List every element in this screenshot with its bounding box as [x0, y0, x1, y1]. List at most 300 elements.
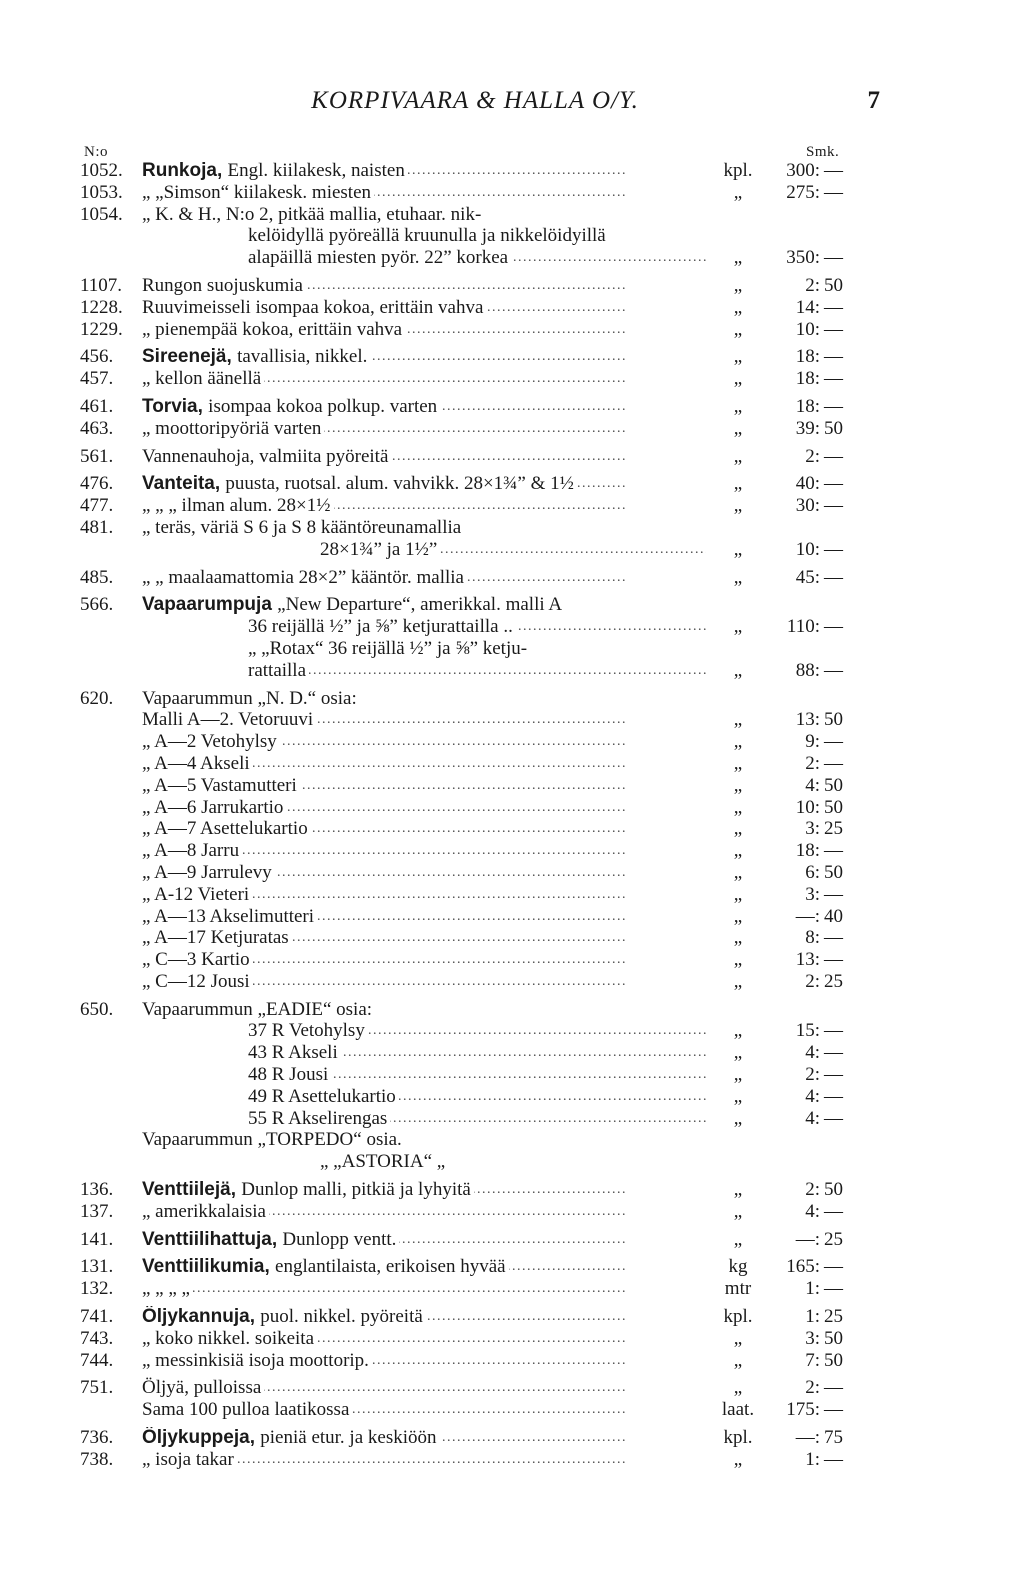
price-penni: 25: [824, 818, 843, 840]
price-row: [0, 1278, 1024, 1300]
price-penni: —: [824, 368, 843, 390]
price-markka: 4:: [805, 1107, 820, 1129]
price-row: [0, 1179, 1024, 1201]
item-text: puusta, ruotsal. alum. vahvikk. 28×1¾” & 1½: [225, 473, 574, 495]
price-penni: —: [824, 160, 843, 181]
item-description: [248, 660, 706, 682]
item-unit: „: [733, 752, 743, 774]
item-category: Vanteita,: [142, 473, 226, 495]
price-penni: —: [824, 247, 843, 269]
price-row: [0, 1086, 1024, 1108]
price-row: [0, 1129, 1024, 1151]
page-header: [70, 84, 880, 118]
item-text: „ A—17 Ketjuratas: [142, 927, 289, 949]
item-category: Vapaarumpuja: [142, 594, 278, 616]
item-description: [142, 906, 706, 928]
item-unit: „: [733, 1064, 743, 1086]
item-price: [776, 999, 866, 1021]
item-price: [776, 1350, 866, 1372]
price-row: [0, 818, 1024, 840]
item-unit: „: [733, 368, 743, 390]
price-penni: 50: [824, 1349, 843, 1371]
item-text: „ A—9 Jarrulevy: [142, 861, 272, 883]
item-number: 736.: [80, 1427, 114, 1449]
item-description: [142, 1129, 870, 1151]
item-text: „New Departure“, amerikkal. malli A: [277, 594, 563, 616]
item-unit: „: [733, 905, 743, 927]
item-unit: „: [733, 1228, 743, 1250]
item-price: [776, 1229, 866, 1251]
item-text: 48 R Jousi: [248, 1064, 329, 1086]
item-text: Vapaarummun „EADIE“ osia:: [142, 998, 373, 1020]
price-markka: 2:: [805, 752, 820, 774]
price-markka: 6:: [805, 861, 820, 883]
item-description: [142, 818, 706, 840]
item-price: [776, 1377, 866, 1399]
item-price: [776, 396, 866, 418]
item-price: [776, 539, 866, 561]
item-text: Engl. kiilakesk, naisten: [227, 160, 405, 181]
item-price: [776, 862, 866, 884]
price-markka: 13:: [795, 949, 820, 971]
item-price: [776, 1306, 866, 1328]
item-text: „ A—4 Akseli: [142, 752, 250, 774]
price-penni: —: [824, 840, 843, 862]
price-row: [0, 1151, 1024, 1173]
price-markka: —:: [795, 1228, 820, 1250]
item-description: [142, 495, 706, 517]
item-unit: „: [733, 473, 743, 495]
price-penni: —: [824, 1042, 843, 1064]
item-number: 485.: [80, 566, 114, 588]
item-number: 456.: [80, 346, 114, 368]
item-description: [142, 297, 706, 319]
item-price: [776, 840, 866, 862]
item-unit: „: [733, 659, 743, 681]
item-price: [776, 775, 866, 797]
item-description: [142, 840, 706, 862]
price-markka: 30:: [795, 495, 820, 517]
item-description: [142, 418, 706, 440]
column-header-number: N:o: [84, 144, 108, 160]
price-penni: 50: [824, 861, 843, 883]
price-row: [0, 473, 1024, 495]
item-text: 37 R Vetohylsy: [248, 1020, 365, 1042]
price-penni: 50: [824, 274, 843, 296]
item-price: [776, 495, 866, 517]
item-text: Malli A—2. Vetoruuvi: [142, 709, 314, 731]
item-text: 43 R Akseli: [248, 1042, 338, 1064]
price-penni: —: [824, 538, 843, 560]
price-row: [0, 1350, 1024, 1372]
item-text: Vannenauhoja, valmiita pyöreitä: [142, 445, 389, 467]
item-unit: „: [733, 616, 743, 638]
item-text: 49 R Asettelukartio: [248, 1085, 396, 1107]
item-description: [142, 396, 706, 418]
price-row: [0, 731, 1024, 753]
price-markka: 4:: [805, 1042, 820, 1064]
price-row: [0, 539, 1024, 561]
item-text: „ isoja takar: [142, 1448, 234, 1470]
item-description: [142, 1256, 706, 1278]
item-category: Venttiilikumia,: [142, 1256, 276, 1278]
item-price: [776, 594, 866, 616]
price-penni: —: [824, 1377, 843, 1399]
item-price: [776, 709, 866, 731]
price-row: [0, 1229, 1024, 1251]
item-text: „ messinkisiä isoja moottorip.: [142, 1349, 369, 1371]
item-unit: „: [733, 861, 743, 883]
item-unit: „: [733, 1179, 743, 1201]
item-text: 28×1¾” ja 1½”: [320, 538, 438, 560]
item-description: [142, 1449, 706, 1471]
item-text: „ „ „ „: [142, 1278, 190, 1300]
item-unit: „: [733, 709, 743, 731]
item-description: [320, 539, 706, 561]
item-unit: laat.: [721, 1399, 755, 1421]
price-penni: 25: [824, 1228, 843, 1250]
item-price: [776, 1201, 866, 1223]
item-category: Torvia,: [142, 395, 209, 417]
item-price: [776, 1086, 866, 1108]
price-markka: 18:: [795, 346, 820, 368]
item-text: „ A—6 Jarrukartio: [142, 796, 284, 818]
item-text: „ amerikkalaisia: [142, 1200, 266, 1222]
item-description: [142, 473, 706, 495]
price-markka: 4:: [805, 1085, 820, 1107]
item-number: 1053.: [80, 181, 123, 203]
price-row: [0, 1064, 1024, 1086]
price-row: [0, 1108, 1024, 1130]
item-description: [142, 709, 706, 731]
price-row: [0, 775, 1024, 797]
price-markka: 2:: [805, 970, 820, 992]
item-price: [776, 346, 866, 368]
item-description: [142, 775, 706, 797]
item-text: Ruuvimeisseli isompaa kokoa, erittäin vahva: [142, 296, 484, 318]
item-number: 137.: [80, 1200, 114, 1222]
item-text: puol. nikkel. pyöreitä: [260, 1306, 423, 1328]
item-unit: „: [733, 1349, 743, 1371]
item-unit: „: [733, 1042, 743, 1064]
price-row: [0, 368, 1024, 390]
item-category: Venttiilihattuja,: [142, 1228, 283, 1250]
price-row: [0, 971, 1024, 993]
item-unit: kg: [728, 1256, 748, 1278]
price-penni: —: [824, 752, 843, 774]
price-markka: 275:: [786, 181, 820, 203]
item-description: [142, 688, 870, 710]
price-penni: 25: [824, 970, 843, 992]
price-markka: 1:: [805, 1278, 820, 1300]
item-number: 463.: [80, 417, 114, 439]
item-description: [142, 368, 706, 390]
price-markka: 2:: [805, 1179, 820, 1201]
item-description: [142, 160, 706, 182]
item-unit: „: [733, 796, 743, 818]
item-text: „ C—3 Kartio: [142, 949, 250, 971]
item-number: 131.: [80, 1256, 114, 1278]
price-penni: 50: [824, 417, 843, 439]
item-number: 457.: [80, 368, 114, 390]
price-markka: 18:: [795, 368, 820, 390]
item-price: [776, 971, 866, 993]
price-markka: 18:: [795, 395, 820, 417]
item-price: [776, 275, 866, 297]
item-text: Rungon suojuskumia: [142, 274, 303, 296]
item-description: [248, 1086, 706, 1108]
price-row: [0, 204, 1024, 226]
price-row: [0, 1201, 1024, 1223]
item-description: [248, 1020, 706, 1042]
item-text: tavallisia, nikkel.: [237, 346, 368, 368]
item-price: [776, 567, 866, 589]
item-unit: „: [733, 538, 743, 560]
item-number: 744.: [80, 1349, 114, 1371]
item-unit: „: [733, 883, 743, 905]
item-price: [776, 638, 866, 660]
item-text: „ K. & H., N:o 2, pitkää mallia, etuhaar. nik-: [142, 203, 482, 225]
price-row: [0, 517, 1024, 539]
price-penni: —: [824, 346, 843, 368]
page-number: 7: [867, 87, 880, 114]
item-number: 561.: [80, 445, 114, 467]
item-unit: „: [733, 970, 743, 992]
item-price: [776, 247, 866, 269]
price-row: [0, 396, 1024, 418]
price-row: [0, 297, 1024, 319]
item-text: „ A—13 Akselimutteri: [142, 905, 315, 927]
item-description: [248, 1108, 706, 1130]
item-text: „ A—7 Asettelukartio: [142, 818, 308, 840]
price-penni: 50: [824, 1327, 843, 1349]
item-text: „ „Simson“ kiilakesk. miesten: [142, 181, 372, 203]
price-row: [0, 495, 1024, 517]
item-description: [248, 1064, 706, 1086]
price-row: [0, 1256, 1024, 1278]
price-row: [0, 884, 1024, 906]
price-row: [0, 797, 1024, 819]
price-row: [0, 1377, 1024, 1399]
item-description: [142, 594, 870, 616]
price-row: [0, 688, 1024, 710]
item-description: [142, 346, 706, 368]
price-penni: —: [824, 1399, 843, 1421]
price-markka: 14:: [795, 296, 820, 318]
item-unit: „: [733, 818, 743, 840]
item-unit: „: [733, 1377, 743, 1399]
item-text: „ teräs, väriä S 6 ja S 8 kääntöreunamallia: [142, 516, 462, 538]
item-number: 1229.: [80, 318, 123, 340]
price-penni: —: [824, 1256, 843, 1278]
item-description: [142, 971, 706, 993]
item-unit: „: [733, 247, 743, 269]
price-penni: 75: [824, 1427, 843, 1449]
item-text: englantilaista, erikoisen hyvää: [275, 1256, 506, 1278]
item-text: alapäillä miesten pyör. 22” korkea: [248, 247, 509, 269]
item-number: 132.: [80, 1278, 114, 1300]
item-price: [776, 418, 866, 440]
price-markka: 13:: [795, 709, 820, 731]
item-number: 741.: [80, 1306, 114, 1328]
item-unit: „: [733, 417, 743, 439]
price-markka: 1:: [805, 1306, 820, 1328]
price-row: [0, 160, 1024, 182]
price-row: [0, 906, 1024, 928]
price-penni: 50: [824, 774, 843, 796]
price-markka: 40:: [795, 473, 820, 495]
item-number: 751.: [80, 1377, 114, 1399]
item-description: [142, 1427, 706, 1449]
price-markka: 3:: [805, 1327, 820, 1349]
price-penni: —: [824, 495, 843, 517]
item-description: [142, 204, 870, 226]
item-price: [776, 1449, 866, 1471]
price-penni: —: [824, 296, 843, 318]
item-text: „ A—5 Vastamutteri: [142, 774, 297, 796]
price-row: [0, 638, 1024, 660]
price-row: [0, 182, 1024, 204]
price-markka: 8:: [805, 927, 820, 949]
price-markka: 165:: [786, 1256, 820, 1278]
item-unit: kpl.: [723, 160, 753, 181]
price-penni: —: [824, 181, 843, 203]
item-text: „ C—12 Jousi: [142, 970, 250, 992]
item-text: „ „ „ ilman alum. 28×1½: [142, 495, 331, 517]
price-markka: 2:: [805, 445, 820, 467]
item-number: 1052.: [80, 160, 123, 181]
item-price: [776, 688, 866, 710]
item-description: [142, 446, 706, 468]
item-description: [142, 1328, 706, 1350]
item-description: [142, 1306, 706, 1328]
price-markka: 9:: [805, 731, 820, 753]
item-unit: mtr: [724, 1278, 752, 1300]
price-penni: —: [824, 1064, 843, 1086]
price-markka: 10:: [795, 796, 820, 818]
item-number: 1107.: [80, 274, 123, 296]
item-description: [142, 862, 706, 884]
item-number: 566.: [80, 594, 114, 616]
price-row: [0, 418, 1024, 440]
item-price: [776, 160, 866, 182]
item-description: [142, 797, 706, 819]
item-text: „ „ASTORIA“ „: [320, 1151, 446, 1173]
price-penni: —: [824, 949, 843, 971]
item-description: [142, 753, 706, 775]
price-penni: —: [824, 445, 843, 467]
item-number: 461.: [80, 395, 114, 417]
price-penni: 25: [824, 1306, 843, 1328]
item-price: [776, 660, 866, 682]
item-description: [142, 567, 706, 589]
item-number: 136.: [80, 1179, 114, 1201]
item-description: [142, 927, 706, 949]
item-category: Sireenejä,: [142, 346, 238, 368]
item-price: [776, 1278, 866, 1300]
item-text: Vapaarummun „N. D.“ osia:: [142, 687, 357, 709]
item-price: [776, 182, 866, 204]
page-title: KORPIVAARA & HALLA O/Y.: [311, 87, 639, 114]
item-price: [776, 1020, 866, 1042]
item-description: [142, 1229, 706, 1251]
item-price: [776, 1427, 866, 1449]
price-penni: —: [824, 395, 843, 417]
item-number: 1054.: [80, 203, 123, 225]
price-row: [0, 1042, 1024, 1064]
item-description: [142, 1399, 706, 1421]
item-number: 1228.: [80, 296, 123, 318]
price-row: [0, 840, 1024, 862]
item-unit: „: [733, 296, 743, 318]
item-text: kelöidyllä pyöreällä kruunulla ja nikkelöidyillä: [248, 225, 606, 247]
price-penni: —: [824, 1020, 843, 1042]
price-markka: 2:: [805, 1377, 820, 1399]
item-price: [776, 906, 866, 928]
price-row: [0, 949, 1024, 971]
item-description: [142, 1179, 706, 1201]
item-unit: „: [733, 181, 743, 203]
item-description: [248, 247, 706, 269]
item-price: [776, 884, 866, 906]
price-markka: 175:: [786, 1399, 820, 1421]
price-markka: 2:: [805, 1064, 820, 1086]
price-row: [0, 660, 1024, 682]
price-penni: —: [824, 318, 843, 340]
item-number: 650.: [80, 998, 114, 1020]
item-price: [776, 818, 866, 840]
item-unit: „: [733, 1327, 743, 1349]
price-row: [0, 1306, 1024, 1328]
item-unit: „: [733, 1085, 743, 1107]
item-unit: „: [733, 318, 743, 340]
item-description: [248, 616, 706, 638]
price-markka: 2:: [805, 274, 820, 296]
price-markka: 88:: [795, 659, 820, 681]
item-number: 141.: [80, 1228, 114, 1250]
item-text: Dunlopp ventt.: [282, 1228, 397, 1250]
item-unit: „: [733, 566, 743, 588]
item-number: 620.: [80, 687, 114, 709]
price-penni: 50: [824, 709, 843, 731]
price-penni: —: [824, 566, 843, 588]
price-markka: 110:: [786, 616, 820, 638]
item-text: 55 R Akselirengas: [248, 1107, 388, 1129]
price-penni: —: [824, 473, 843, 495]
price-markka: 39:: [795, 417, 820, 439]
item-price: [776, 1129, 866, 1151]
item-text: Vapaarummun „TORPEDO“ osia.: [142, 1129, 402, 1151]
item-price: [776, 1042, 866, 1064]
item-text: „ pienempää kokoa, erittäin vahva: [142, 318, 403, 340]
price-penni: 50: [824, 1179, 843, 1201]
price-markka: 45:: [795, 566, 820, 588]
price-row: [0, 1020, 1024, 1042]
item-text: „ A—8 Jarru: [142, 840, 240, 862]
item-price: [776, 446, 866, 468]
price-row: [0, 1328, 1024, 1350]
price-markka: 18:: [795, 840, 820, 862]
price-row: [0, 862, 1024, 884]
item-unit: „: [733, 774, 743, 796]
price-markka: 3:: [805, 818, 820, 840]
price-penni: 40: [824, 905, 843, 927]
price-row: [0, 319, 1024, 341]
price-row: [0, 346, 1024, 368]
price-markka: 15:: [795, 1020, 820, 1042]
price-markka: 1:: [805, 1448, 820, 1470]
item-text: Dunlop malli, pitkiä ja lyhyitä: [241, 1179, 471, 1201]
